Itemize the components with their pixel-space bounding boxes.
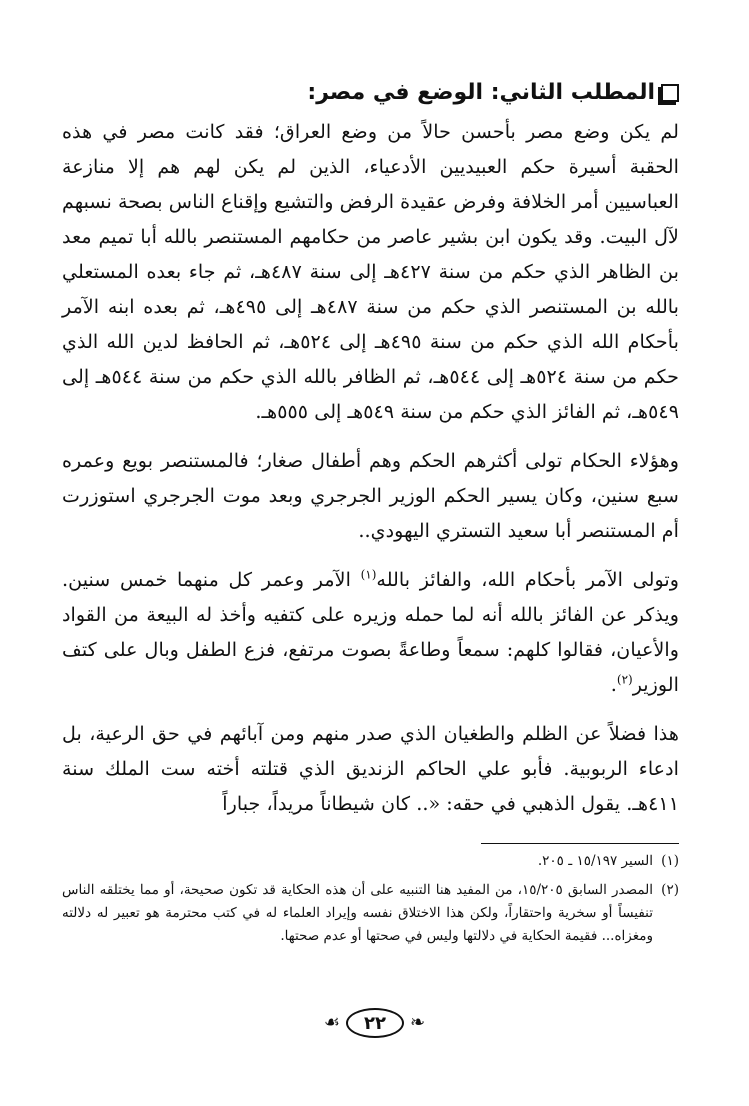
section-title: المطلب الثاني: الوضع في مصر: [307, 80, 655, 105]
page-body [62, 78, 679, 835]
footnote-number: (٢) [661, 882, 679, 898]
section-heading [62, 78, 679, 108]
footnote-divider [481, 843, 679, 844]
checkbox-square-icon [661, 84, 679, 102]
ornament-right-icon: ☙ [323, 1012, 341, 1033]
footnote-2 [62, 879, 679, 948]
paragraph-3-text-b: الآمر وعمر كل منهما خمس سنين. ويذكر عن الفائز بالله أنه لما حمله وزيره على كتفيه وأخذ له البيعة من القواد والأعيان، فقالوا كلهم: سمعاً وطاعةً بصوت مرتفع، فزع الطفل وبال على كتف الوزير [62, 568, 679, 696]
paragraph-2: وهؤلاء الحكام تولى أكثرهم الحكم وهم أطفال صغار؛ فالمستنصر بويع وعمره سبع سنين، وكان يسير الحكم الوزير الجرجري وبعد موت الجرجري استوزرت أم المستنصر أبا سعيد التستري اليهودي.. [62, 449, 679, 542]
footnote-ref-1[interactable]: (١) [360, 567, 377, 582]
paragraph-3-text-a: وتولى الآمر بأحكام الله، والفائز بالله [376, 568, 679, 591]
footnote-number: (١) [661, 853, 679, 869]
footnote-text: السير ١٥/١٩٧ ـ ٢٠٥. [537, 853, 653, 869]
page-number-ornament [0, 1008, 749, 1038]
paragraph-4: هذا فضلاً عن الظلم والطغيان الذي صدر منهم ومن آبائهم في حق الرعية، بل ادعاء الربوبية. فأبو علي الحاكم الزنديق الذي قتلته أخته ست الملك سنة ٤١١هـ. يقول الذهبي في حقه: «.. كان شيطاناً مريداً، جباراً [62, 722, 679, 815]
page-number: ٢٢ [346, 1008, 404, 1038]
paragraph-1: لم يكن وضع مصر بأحسن حالاً من وضع العراق؛ فقد كانت مصر في هذه الحقبة أسيرة حكم العبيديين الأدعياء، الذين لم يكن لهم هم إلا منازعة العباسيين أمر الخلافة وفرض عقيدة الرفض والتشيع وإقناع الناس بصحة نسبهم لآل البيت. وقد يكون ابن بشير عاصر من حكامهم المستنصر بالله أبا تميم معد بن الظاهر الذي حكم من سنة ٤٢٧هـ إلى سنة ٤٨٧هـ، ثم جاء بعده المستعلي بالله بن المستنصر الذي حكم من سنة ٤٨٧هـ إلى ٤٩٥هـ، ثم بعده ابنه الآمر بأحكام الله الذي حكم من سنة ٤٩٥هـ إلى ٥٢٤هـ، ثم الحافظ لدين الله الذي حكم من سنة ٥٢٤هـ إلى ٥٤٤هـ، ثم الظافر بالله الذي حكم من سنة ٥٤٤هـ إلى ٥٤٩هـ، ثم الفائز الذي حكم من سنة ٥٤٩هـ إلى ٥٥٥هـ. [62, 120, 680, 423]
paragraph-3-text-c: . [610, 673, 617, 696]
ornament-left-icon: ❧ [410, 1012, 426, 1033]
footnote-ref-2[interactable]: (٢) [616, 672, 633, 687]
footnote-1 [62, 850, 679, 873]
footnotes [62, 850, 679, 954]
paragraph-3 [62, 562, 679, 702]
footnote-text: المصدر السابق ١٥/٢٠٥، من المفيد هنا التنبيه على أن هذه الحكاية قد تكون صحيحة، أو مما يختلقه الناس تنفيساً أو سخرية واحتقاراً، ولكن هذا الاختلاق نفسه وإيراد العلماء له في كتب محترمة هو تعبير له دلالته ومغزاه... فقيمة الحكاية في دلالتها وليس في صحتها أو عدم صحتها. [62, 882, 653, 944]
